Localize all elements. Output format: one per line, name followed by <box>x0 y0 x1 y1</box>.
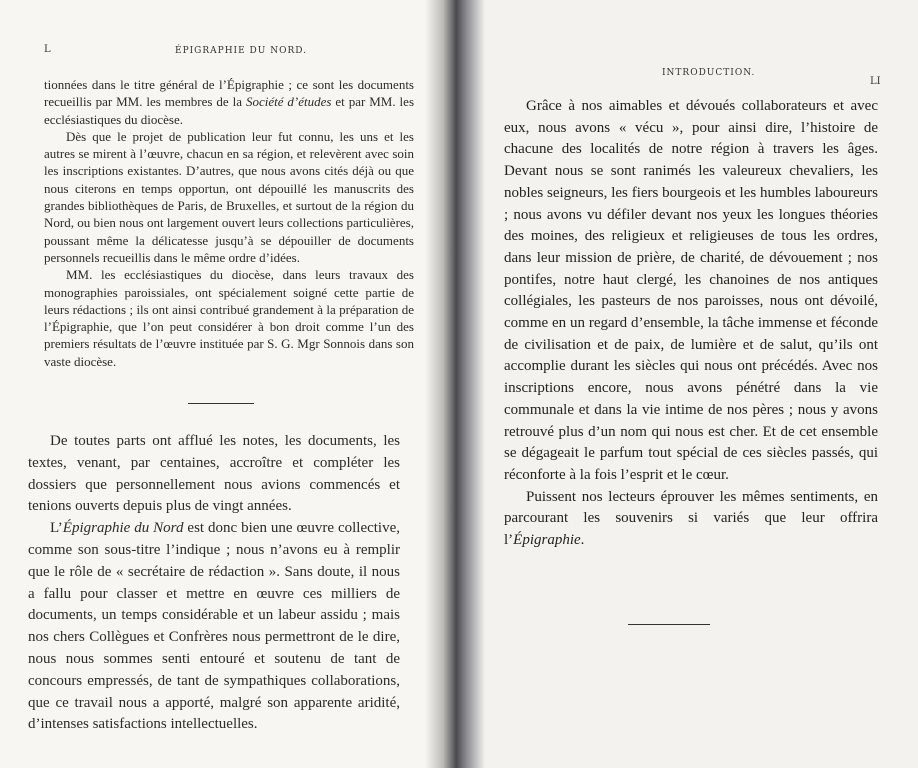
right-page <box>440 0 918 768</box>
section-divider-left <box>188 403 254 404</box>
right-running-head: INTRODUCTION. <box>662 68 756 78</box>
right-paragraph-2: Puissent nos lecteurs éprouver les mêmes sentiments, en parcourant les souvenirs si variés que leur offrira l’Épigraphie. <box>504 488 878 549</box>
left-paragraph-4: De toutes parts ont afflué les notes, les documents, les textes, venant, par centaines, accroître et compléter les dossiers que personnellement nous avions commencés et tenions ouverts depuis plus de vingt années. <box>28 433 400 515</box>
left-upper-text <box>44 76 414 370</box>
left-paragraph-2: Dès que le projet de publication leur fut connu, les uns et les autres se mirent à l’œuvre, chacun en sa région, et relevèrent avec soin les inscriptions existantes. D’autres, que nous avons cités déjà ou que nous citerons en temps opportun, ont dépouillé les manuscrits des grandes bibliothèques de Paris, de Bruxelles, et surtout de la région du Nord, ou bien nous ont largement ouvert leurs collections particulières, poussant même la délicatesse jusqu’à se dépouiller de documents personnels recueillis dans le même ordre d’idées. <box>44 128 414 265</box>
right-folio: LI <box>870 76 881 87</box>
left-page <box>0 0 440 768</box>
left-folio: L <box>44 44 51 55</box>
section-divider-right <box>628 624 710 625</box>
left-lower-text <box>28 431 400 736</box>
left-running-head: ÉPIGRAPHIE DU NORD. <box>175 46 307 56</box>
right-text <box>504 96 878 552</box>
left-paragraph-1: tionnées dans le titre général de l’Épigraphie ; ce sont les documents recueillis par MM. les membres de la Société d’études et par MM. les ecclésiastiques du diocèse. <box>44 77 414 127</box>
right-paragraph-1: Grâce à nos aimables et dévoués collaborateurs et avec eux, nous avons « vécu », pour ainsi dire, l’histoire de chacune des localités de notre région à travers les âges. Devant nous se sont ranimés les valeureux chevaliers, les nobles seigneurs, les fiers bourgeois et les humbles laboureurs ; nous avons vu défiler devant nos yeux les longues théories des moines, des religieux et religieuses de tous les ordres, dans leur mission de prière, de charité, de dévouement ; nos pontifes, notre haut clergé, les chanoines de nos antiques collégiales, les pasteurs de nos paroisses, nous ont dévoilé, comme en un regard d’ensemble, la tâche immense et féconde de civilisation et de paix, de lumière et de salut, qu’ils ont accomplie durant les siècles qui nous ont précédés. Avec nos inscriptions encore, nous avons pénétré dans la vie communale et dans la vie intime de nos pères ; nous y avons retrouvé plus d’un nom qui nous est cher. Et de cet ensemble se dégageait le parfum tout spécial de ces siècles passés, qui réconforte à la fois l’esprit et le cœur. <box>504 98 878 483</box>
left-paragraph-5: L’Épigraphie du Nord est donc bien une œuvre collective, comme son sous-titre l’indique ; nous n’avons eu à remplir que le rôle de « secrétaire de rédaction ». Sans doute, il nous a fallu pour classer et mettre en œuvre ces milliers de documents, un temps considérable et un labeur assidu ; mais nos chers Collègues et Confrères nous permettront de le dire, nous nous sommes senti entouré et soutenu de tant de concours empressés, de tant de sympathiques collaborations, que ce travail nous a apporté, malgré son apparente aridité, d’intenses satisfactions intellectuelles. <box>28 520 401 733</box>
left-paragraph-3: MM. les ecclésiastiques du diocèse, dans leurs travaux des monographies paroissiales, ont spécialement soigné cette partie de leurs rédactions ; ils ont ainsi contribué grandement à la préparation de l’Épigraphie, que l’on peut considérer à bon droit comme l’un des premiers résultats de l’œuvre instituée par S. G. Mgr Sonnois dans son vaste diocèse. <box>44 267 414 369</box>
book-gutter-shadow <box>425 0 485 768</box>
